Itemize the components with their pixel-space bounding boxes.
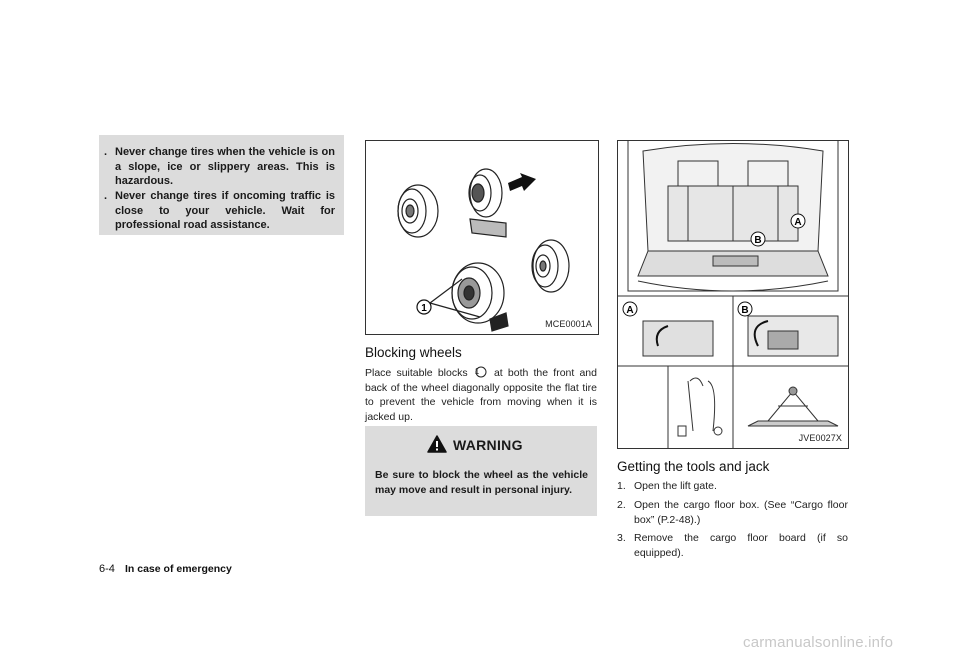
blocking-text-end: at both the front and back of the wheel diagonally opposite the flat tire to prevent the vehicle from moving when it is jacked up.	[365, 367, 597, 423]
step-text: Open the lift gate.	[634, 480, 717, 492]
svg-text:A: A	[794, 217, 802, 228]
watermark: carmanualsonline.info	[743, 634, 894, 651]
blocking-text-start: Place suitable blocks	[365, 367, 468, 379]
warning-box	[365, 426, 597, 516]
caution-text: Never change tires if oncoming traffic is close to your vehicle. Wait for professional road assistance.	[115, 190, 335, 232]
label-b-panel-marker	[738, 302, 752, 316]
blocking-body	[365, 366, 597, 424]
step-text: Open the cargo floor box. (See “Cargo floor box” (P.2-48).)	[634, 499, 848, 526]
section-title: In case of emergency	[125, 563, 232, 575]
blocking-wheels-figure	[365, 140, 599, 335]
label-a-marker	[791, 214, 805, 228]
svg-text:A: A	[626, 305, 634, 316]
bullet-marker: .	[104, 190, 108, 202]
step-text: Remove the cargo floor board (if so equipped).	[634, 532, 848, 559]
label-b-marker	[751, 232, 765, 246]
step-number: 2.	[617, 499, 626, 511]
warning-title: WARNING	[453, 437, 523, 453]
step-number: 3.	[617, 532, 626, 544]
warning-triangle-icon	[427, 435, 447, 453]
figure-code: MCE0001A	[545, 319, 592, 329]
figure-code: JVE0027X	[798, 433, 842, 443]
wheels-illustration	[366, 141, 598, 334]
caution-item	[104, 189, 335, 233]
caution-item	[104, 145, 335, 189]
label-a-panel-marker	[623, 302, 637, 316]
section-heading: Getting the tools and jack	[617, 459, 770, 474]
section-heading: Blocking wheels	[365, 345, 462, 360]
callout-number: 1	[421, 303, 427, 314]
warning-text: Be sure to block the wheel as the vehicle may move and result in personal injury.	[375, 469, 588, 496]
step-number: 1.	[617, 480, 626, 492]
callout-marker-number: 1	[474, 367, 480, 376]
page-number: 6-4	[99, 563, 115, 575]
svg-text:B: B	[741, 305, 749, 316]
callout-marker	[475, 366, 487, 378]
caution-text: Never change tires when the vehicle is on a slope, ice or slippery areas. This is hazardous.	[115, 146, 335, 188]
caution-box	[99, 135, 344, 235]
bullet-marker: .	[104, 146, 108, 158]
cargo-area-illustration	[618, 141, 848, 448]
svg-text:B: B	[754, 235, 762, 246]
tools-jack-figure	[617, 140, 849, 449]
